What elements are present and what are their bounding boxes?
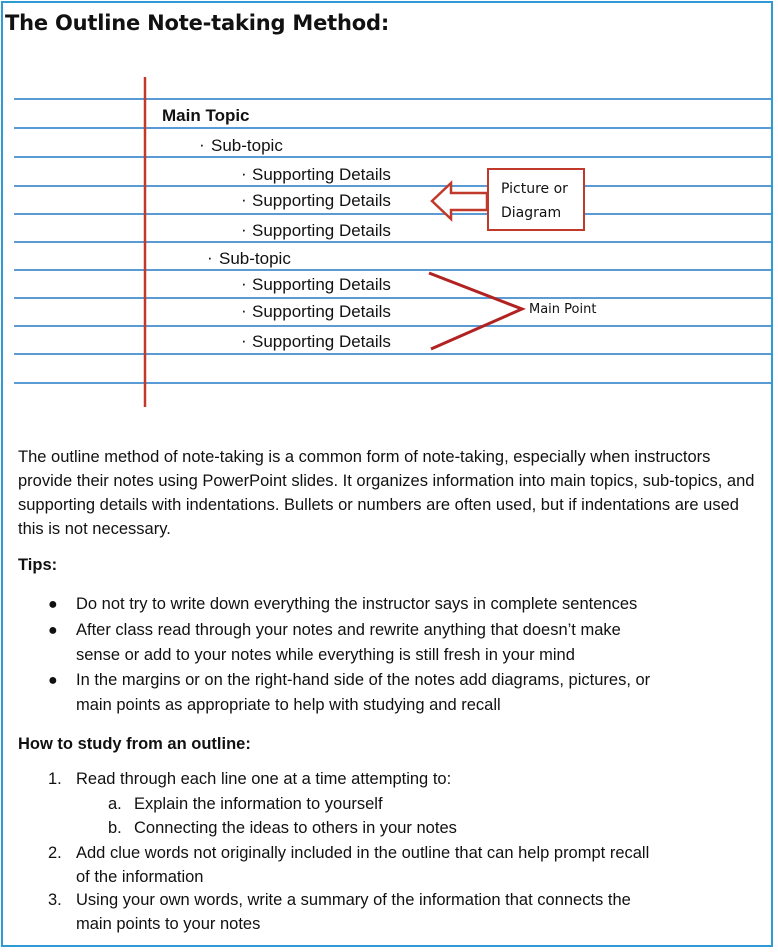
list-letter: b. [108, 819, 122, 837]
page-title: The Outline Note-taking Method: [5, 11, 390, 35]
tip-item-line: After class read through your notes and rewrite anything that doesn’t make [76, 621, 621, 639]
study-subitem-text: Explain the information to yourself [134, 795, 383, 813]
tip-item-line: Do not try to write down everything the instructor says in complete sentences [76, 595, 638, 613]
bracket-icon [429, 273, 522, 349]
tip-item-line: main points as appropriate to help with studying and recall [76, 696, 501, 714]
supporting-detail-text: Supporting Details [252, 165, 391, 184]
tip-item-line: In the margins or on the right-hand side of the notes add diagrams, pictures, or [76, 671, 651, 689]
bullet-dot: · [241, 301, 247, 320]
list-letter: a. [108, 795, 122, 813]
bullet-dot: · [241, 220, 247, 239]
supporting-detail-text: Supporting Details [252, 221, 391, 240]
subtopic-text: Sub-topic [219, 249, 291, 268]
study-subitem-text: Connecting the ideas to others in your notes [134, 819, 457, 837]
list-number: 2. [48, 844, 62, 862]
tips-heading: Tips: [18, 556, 58, 574]
supporting-detail-text: Supporting Details [252, 302, 391, 321]
supporting-detail-text: Supporting Details [252, 191, 391, 210]
main-point-label: Main Point [529, 302, 597, 317]
bullet-icon: ● [48, 672, 58, 689]
picture-diagram-box [487, 168, 585, 231]
picture-box-line: Diagram [501, 205, 562, 221]
study-item-text: Add clue words not originally included in the outline that can help prompt recall [76, 844, 650, 862]
list-number: 1. [48, 770, 62, 788]
study-item-text: Using your own words, write a summary of the information that connects the [76, 891, 631, 909]
bullet-dot: · [199, 135, 205, 154]
tip-item-line: sense or add to your notes while everything is still fresh in your mind [76, 646, 575, 664]
study-heading: How to study from an outline: [18, 735, 251, 753]
supporting-detail-text: Supporting Details [252, 275, 391, 294]
bullet-dot: · [207, 248, 213, 267]
subtopic-text: Sub-topic [211, 136, 283, 155]
main-topic-text: Main Topic [162, 106, 250, 125]
bullet-icon: ● [48, 596, 58, 613]
ruled-lines [14, 99, 771, 383]
bullet-dot: · [241, 274, 247, 293]
list-number: 3. [48, 891, 62, 909]
description-paragraph: The outline method of note-taking is a common form of note-taking, especially when instructors provide their notes using PowerPoint slides. It organizes information into main topics, sub-topics, and supporting details with indentations. Bullets or numbers are often used, but if indentations are used this is not necessary. [18, 448, 755, 538]
bullet-dot: · [241, 190, 247, 209]
bullet-dot: · [241, 331, 247, 350]
picture-box-line: Picture or [501, 181, 568, 197]
bullet-icon: ● [48, 622, 58, 639]
study-item-text: main points to your notes [76, 915, 261, 933]
bullet-dot: · [241, 164, 247, 183]
study-item-text: Read through each line one at a time attempting to: [76, 770, 452, 788]
supporting-detail-text: Supporting Details [252, 332, 391, 351]
study-item-text: of the information [76, 868, 204, 886]
